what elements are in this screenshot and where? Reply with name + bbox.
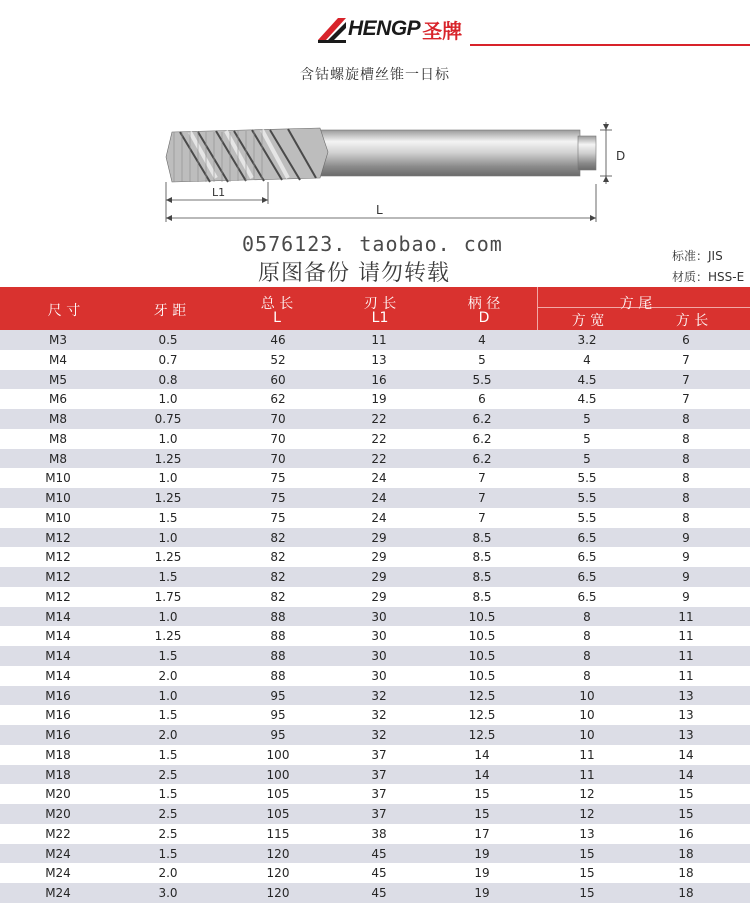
- cell-square-width: 4.5: [577, 392, 597, 407]
- cell-shank-diameter: 10.5: [468, 649, 496, 663]
- cell-square-width: 5.5: [577, 510, 597, 525]
- cell-pitch: 1.5: [158, 510, 178, 525]
- table-row: [0, 389, 750, 409]
- header-size: 尺 寸: [47, 303, 81, 319]
- table-row: [0, 863, 750, 883]
- cell-total-length: 52: [270, 352, 286, 367]
- cell-size: M24: [45, 866, 71, 881]
- cell-pitch: 1.0: [158, 392, 178, 407]
- cell-blade-length: 37: [371, 787, 387, 802]
- cell-shank-diameter: 5: [478, 352, 486, 367]
- table-row: [0, 883, 750, 903]
- cell-square-length: 6: [682, 333, 690, 347]
- cell-blade-length: 24: [371, 491, 387, 505]
- cell-square-length: 7: [682, 372, 690, 387]
- cell-size: M8: [49, 431, 67, 446]
- cell-total-length: 120: [266, 886, 290, 900]
- cell-square-width: 6.5: [577, 589, 597, 604]
- cell-pitch: 0.5: [158, 333, 178, 347]
- cell-shank-diameter: 19: [474, 866, 490, 881]
- table-row: [0, 528, 750, 548]
- cell-square-width: 10: [579, 728, 595, 742]
- cell-blade-length: 32: [371, 728, 387, 742]
- table-row: [0, 429, 750, 449]
- cell-blade-length: 30: [371, 629, 387, 644]
- cell-shank-diameter: 6: [478, 392, 486, 407]
- header-square-length: 方 长: [675, 313, 709, 329]
- cell-pitch: 0.8: [158, 372, 178, 387]
- shop-url: 0576123. taobao. com: [242, 232, 503, 256]
- cell-square-length: 9: [682, 570, 690, 584]
- cell-size: M16: [45, 708, 71, 723]
- cell-shank-diameter: 19: [474, 846, 490, 861]
- cell-total-length: 82: [270, 570, 286, 584]
- cell-size: M10: [45, 510, 71, 525]
- cell-square-length: 14: [678, 767, 694, 782]
- cell-total-length: 88: [270, 629, 286, 644]
- watermark-text: 原图备份 请勿转载: [258, 261, 450, 286]
- cell-blade-length: 30: [371, 649, 387, 663]
- cell-square-length: 8: [682, 471, 690, 486]
- cell-shank-diameter: 17: [474, 826, 490, 841]
- cell-pitch: 1.5: [158, 708, 178, 723]
- cell-size: M24: [45, 846, 71, 861]
- header-shank-diameter-symbol: D: [478, 310, 490, 326]
- cell-size: M6: [49, 392, 67, 407]
- cell-square-width: 6.5: [577, 530, 597, 545]
- cell-shank-diameter: 8.5: [472, 589, 492, 604]
- cell-square-width: 13: [579, 826, 595, 841]
- cell-blade-length: 32: [371, 708, 387, 723]
- cell-shank-diameter: 8.5: [472, 550, 492, 565]
- cell-square-length: 7: [682, 352, 690, 367]
- table-row: [0, 686, 750, 706]
- cell-total-length: 95: [270, 728, 286, 742]
- cell-size: M18: [45, 747, 71, 762]
- brand-mark-icon: [316, 14, 350, 44]
- cell-square-length: 15: [678, 807, 694, 821]
- cell-square-length: 13: [678, 688, 694, 703]
- cell-total-length: 82: [270, 589, 286, 604]
- cell-pitch: 2.5: [158, 807, 178, 821]
- cell-pitch: 0.7: [158, 352, 178, 367]
- cell-blade-length: 22: [371, 431, 387, 446]
- cell-pitch: 1.5: [158, 787, 178, 802]
- cell-shank-diameter: 6.2: [472, 431, 492, 446]
- table-row: [0, 725, 750, 745]
- cell-pitch: 1.5: [158, 747, 178, 762]
- cell-size: M16: [45, 688, 71, 703]
- cell-shank-diameter: 6.2: [472, 412, 492, 426]
- cell-square-length: 8: [682, 451, 690, 466]
- cell-blade-length: 37: [371, 767, 387, 782]
- cell-blade-length: 11: [371, 333, 387, 347]
- l1-label: L1: [212, 186, 226, 199]
- table-row: [0, 607, 750, 627]
- cell-total-length: 75: [270, 471, 286, 486]
- table-row: [0, 508, 750, 528]
- cell-size: M16: [45, 728, 71, 742]
- cell-square-length: 13: [678, 728, 694, 742]
- cell-size: M14: [45, 649, 71, 663]
- cell-total-length: 75: [270, 510, 286, 525]
- cell-total-length: 46: [270, 333, 286, 347]
- cell-blade-length: 24: [371, 471, 387, 486]
- cell-blade-length: 30: [371, 609, 387, 624]
- cell-blade-length: 37: [371, 807, 387, 821]
- cell-square-width: 5: [583, 412, 591, 426]
- table-row: [0, 409, 750, 429]
- cell-blade-length: 45: [371, 886, 387, 900]
- cell-total-length: 88: [270, 668, 286, 683]
- cell-shank-diameter: 12.5: [468, 728, 496, 742]
- cell-square-width: 8: [583, 668, 591, 683]
- cell-pitch: 1.5: [158, 570, 178, 584]
- table-row: [0, 468, 750, 488]
- cell-total-length: 88: [270, 649, 286, 663]
- cell-square-width: 12: [579, 807, 595, 821]
- cell-blade-length: 29: [371, 589, 387, 604]
- table-header: [0, 287, 750, 330]
- cell-total-length: 115: [266, 826, 290, 841]
- header-blade-length: 刃 长: [363, 296, 397, 312]
- cell-total-length: 100: [266, 767, 290, 782]
- cell-blade-length: 45: [371, 866, 387, 881]
- cell-pitch: 1.0: [158, 431, 178, 446]
- cell-shank-diameter: 8.5: [472, 570, 492, 584]
- cell-pitch: 2.0: [158, 668, 178, 683]
- table-row: [0, 626, 750, 646]
- cell-size: M22: [45, 826, 71, 841]
- cell-pitch: 1.0: [158, 530, 178, 545]
- cell-square-width: 4: [583, 352, 591, 367]
- cell-shank-diameter: 7: [478, 471, 486, 486]
- cell-square-length: 8: [682, 510, 690, 525]
- cell-pitch: 1.5: [158, 846, 178, 861]
- cell-pitch: 0.75: [154, 412, 182, 426]
- cell-total-length: 70: [270, 431, 286, 446]
- cell-pitch: 1.75: [154, 589, 182, 604]
- cell-size: M8: [49, 451, 67, 466]
- spiral-flute-tap-drawing: [150, 112, 630, 232]
- cell-size: M12: [45, 570, 71, 584]
- table-row: [0, 745, 750, 765]
- cell-pitch: 3.0: [158, 886, 178, 900]
- cell-square-width: 6.5: [577, 570, 597, 584]
- cell-blade-length: 32: [371, 688, 387, 703]
- cell-square-length: 13: [678, 708, 694, 723]
- table-row: [0, 844, 750, 864]
- cell-shank-diameter: 10.5: [468, 609, 496, 624]
- cell-square-length: 16: [678, 826, 694, 841]
- table-row: [0, 666, 750, 686]
- cell-blade-length: 19: [371, 392, 387, 407]
- cell-size: M10: [45, 491, 71, 505]
- cell-pitch: 2.5: [158, 767, 178, 782]
- cell-total-length: 100: [266, 747, 290, 762]
- cell-shank-diameter: 6.2: [472, 451, 492, 466]
- table-body: [0, 330, 750, 903]
- cell-pitch: 2.5: [158, 826, 178, 841]
- cell-square-length: 15: [678, 787, 694, 802]
- cell-square-width: 11: [579, 747, 595, 762]
- header-shank-diameter: 柄 径: [467, 296, 501, 312]
- cell-square-width: 5: [583, 431, 591, 446]
- cell-size: M12: [45, 550, 71, 565]
- cell-blade-length: 16: [371, 372, 387, 387]
- cell-square-length: 9: [682, 530, 690, 545]
- cell-square-width: 5: [583, 451, 591, 466]
- header-square-width: 方 宽: [571, 313, 605, 329]
- d-label: D: [616, 149, 626, 163]
- cell-total-length: 105: [266, 807, 290, 821]
- cell-shank-diameter: 12.5: [468, 688, 496, 703]
- cell-total-length: 75: [270, 491, 286, 505]
- cell-square-width: 8: [583, 629, 591, 644]
- tap-spec-table: [0, 287, 750, 903]
- cell-blade-length: 37: [371, 747, 387, 762]
- cell-total-length: 82: [270, 530, 286, 545]
- table-row: [0, 488, 750, 508]
- cell-size: M14: [45, 609, 71, 624]
- cell-size: M12: [45, 589, 71, 604]
- brand-name-latin: HENGP: [348, 17, 421, 40]
- table-row: [0, 449, 750, 469]
- cell-square-length: 9: [682, 589, 690, 604]
- cell-pitch: 1.25: [154, 451, 182, 466]
- header-total-length: 总 长: [260, 296, 294, 312]
- cell-shank-diameter: 8.5: [472, 530, 492, 545]
- table-row: [0, 824, 750, 844]
- cell-pitch: 1.0: [158, 471, 178, 486]
- cell-pitch: 1.25: [154, 491, 182, 505]
- cell-square-width: 12: [579, 787, 595, 802]
- cell-size: M14: [45, 668, 71, 683]
- cell-pitch: 1.0: [158, 688, 178, 703]
- cell-total-length: 70: [270, 451, 286, 466]
- cell-total-length: 105: [266, 787, 290, 802]
- cell-blade-length: 29: [371, 550, 387, 565]
- table-row: [0, 350, 750, 370]
- cell-square-width: 10: [579, 688, 595, 703]
- cell-shank-diameter: 7: [478, 510, 486, 525]
- cell-total-length: 95: [270, 688, 286, 703]
- cell-pitch: 2.0: [158, 866, 178, 881]
- cell-square-length: 18: [678, 866, 694, 881]
- cell-square-width: 15: [579, 846, 595, 861]
- cell-shank-diameter: 19: [474, 886, 490, 900]
- cell-square-length: 11: [678, 649, 694, 663]
- cell-shank-diameter: 10.5: [468, 629, 496, 644]
- cell-blade-length: 38: [371, 826, 387, 841]
- cell-square-width: 5.5: [577, 471, 597, 486]
- header-square-tail: 方 尾: [619, 296, 653, 312]
- cell-square-length: 18: [678, 886, 694, 900]
- cell-blade-length: 30: [371, 668, 387, 683]
- cell-square-length: 8: [682, 412, 690, 426]
- cell-size: M14: [45, 629, 71, 644]
- table-row: [0, 784, 750, 804]
- table-row: [0, 547, 750, 567]
- cell-shank-diameter: 5.5: [472, 372, 492, 387]
- cell-blade-length: 22: [371, 451, 387, 466]
- brand-logo: [316, 12, 462, 46]
- cell-square-width: 11: [579, 767, 595, 782]
- cell-total-length: 62: [270, 392, 286, 407]
- cell-total-length: 120: [266, 866, 290, 881]
- cell-size: M8: [49, 412, 67, 426]
- table-row: [0, 567, 750, 587]
- cell-square-width: 10: [579, 708, 595, 723]
- header-separator: [537, 287, 538, 330]
- cell-square-length: 8: [682, 491, 690, 505]
- spec-standard: 标准：JIS: [672, 249, 723, 263]
- cell-size: M20: [45, 787, 71, 802]
- cell-square-width: 8: [583, 649, 591, 663]
- cell-blade-length: 29: [371, 570, 387, 584]
- cell-total-length: 82: [270, 550, 286, 565]
- cell-shank-diameter: 14: [474, 747, 490, 762]
- cell-shank-diameter: 12.5: [468, 708, 496, 723]
- table-row: [0, 705, 750, 725]
- spec-material: 材质：HSS-E: [672, 270, 745, 284]
- cell-blade-length: 45: [371, 846, 387, 861]
- cell-total-length: 60: [270, 372, 286, 387]
- cell-square-length: 11: [678, 629, 694, 644]
- cell-shank-diameter: 15: [474, 787, 490, 802]
- cell-square-length: 11: [678, 668, 694, 683]
- cell-size: M24: [45, 886, 71, 900]
- cell-size: M3: [49, 333, 67, 347]
- cell-blade-length: 13: [371, 352, 387, 367]
- cell-shank-diameter: 10.5: [468, 668, 496, 683]
- cell-square-length: 8: [682, 431, 690, 446]
- cell-shank-diameter: 15: [474, 807, 490, 821]
- cell-size: M4: [49, 352, 67, 367]
- cell-square-length: 7: [682, 392, 690, 407]
- cell-square-length: 18: [678, 846, 694, 861]
- cell-size: M10: [45, 471, 71, 486]
- brand-name-chinese: 圣牌: [422, 18, 463, 43]
- cell-total-length: 70: [270, 412, 286, 426]
- table-row: [0, 804, 750, 824]
- cell-square-width: 5.5: [577, 491, 597, 505]
- page-title: 含钴螺旋槽丝锥一日标: [300, 67, 450, 83]
- cell-square-width: 15: [579, 886, 595, 900]
- cell-size: M5: [49, 372, 67, 387]
- cell-pitch: 2.0: [158, 728, 178, 742]
- header-total-length-symbol: L: [273, 310, 281, 326]
- header-blade-length-symbol: L1: [371, 310, 389, 326]
- cell-size: M12: [45, 530, 71, 545]
- cell-shank-diameter: 4: [478, 333, 486, 347]
- table-row: [0, 330, 750, 350]
- cell-pitch: 1.5: [158, 649, 178, 663]
- cell-square-width: 6.5: [577, 550, 597, 565]
- cell-total-length: 88: [270, 609, 286, 624]
- cell-square-width: 3.2: [577, 333, 597, 347]
- cell-pitch: 1.0: [158, 609, 178, 624]
- table-row: [0, 587, 750, 607]
- table-row: [0, 370, 750, 390]
- cell-pitch: 1.25: [154, 629, 182, 644]
- cell-square-length: 14: [678, 747, 694, 762]
- cell-shank-diameter: 7: [478, 491, 486, 505]
- brand-divider: [470, 44, 750, 46]
- cell-size: M18: [45, 767, 71, 782]
- cell-total-length: 120: [266, 846, 290, 861]
- cell-size: M20: [45, 807, 71, 821]
- table-row: [0, 765, 750, 785]
- cell-blade-length: 24: [371, 510, 387, 525]
- cell-square-length: 9: [682, 550, 690, 565]
- l-label: L: [376, 203, 383, 217]
- cell-square-width: 8: [583, 609, 591, 624]
- cell-square-width: 15: [579, 866, 595, 881]
- cell-shank-diameter: 14: [474, 767, 490, 782]
- cell-blade-length: 29: [371, 530, 387, 545]
- table-row: [0, 646, 750, 666]
- cell-blade-length: 22: [371, 412, 387, 426]
- cell-square-length: 11: [678, 609, 694, 624]
- header-pitch: 牙 距: [153, 303, 187, 319]
- cell-square-width: 4.5: [577, 372, 597, 387]
- cell-pitch: 1.25: [154, 550, 182, 565]
- cell-total-length: 95: [270, 708, 286, 723]
